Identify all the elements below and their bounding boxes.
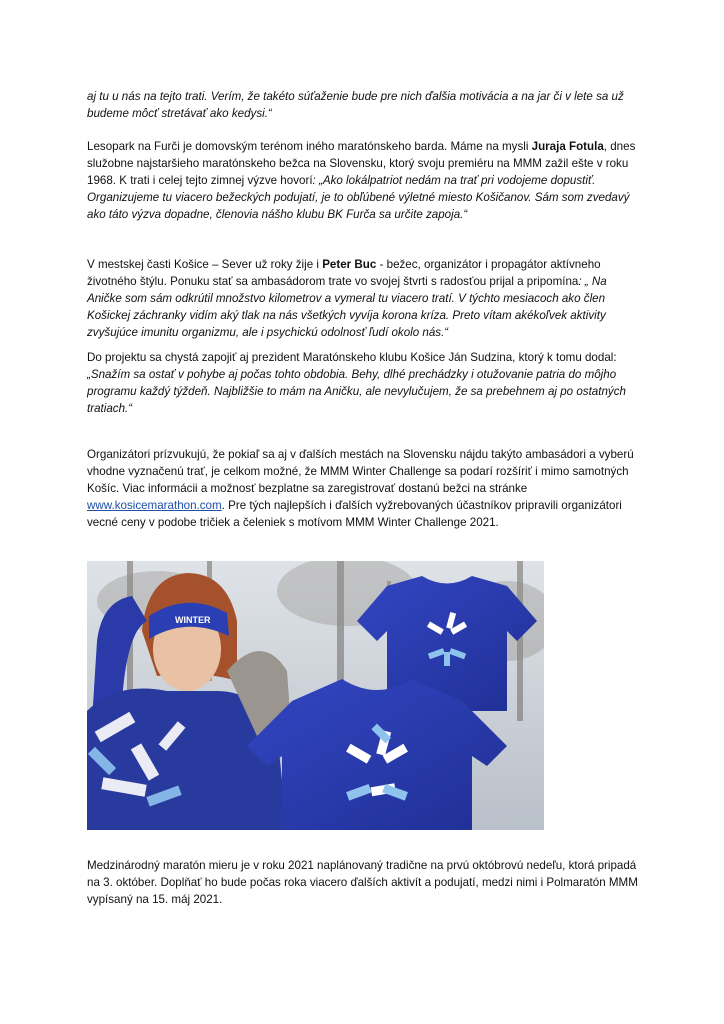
paragraph-marathon-date [87, 857, 639, 908]
person-name: Juraja Fotula [531, 140, 604, 153]
headband-text: WINTER [175, 615, 211, 625]
website-link[interactable]: www.kosicemarathon.com [87, 499, 222, 512]
paragraph-juraj-fotula [87, 138, 639, 223]
paragraph-text: Do projektu sa chystá zapojiť aj prezident Maratónskeho klubu Košice Ján Sudzina, ktorý k tomu dodal: [87, 351, 617, 364]
paragraph-organizers [87, 446, 639, 531]
paragraph-text: Organizátori prízvukujú, že pokiaľ sa aj v ďalších mestách na Slovensku nájdu takýto ambasádori a vyberú vhodne vyznačenú trať, je celkom možné, že MMM Winter Challenge sa podarí rozšíriť i mimo samotných Košíc. Viac informácii a možnosť bezplatne sa zaregistrovať dostanú bežci na stránke [87, 448, 634, 495]
person-name: Peter Buc [322, 258, 377, 271]
promo-photo [87, 561, 544, 830]
paragraph-text: V mestskej časti Košice – Sever už roky žije i [87, 258, 323, 271]
quote-text: : „Ako lokálpatriot nedám na trať pri vodojeme dopustiť. Organizujeme tu viacero bežeckých podujatí, je to obľúbené výletné miesto Košičanov. Sám som zvedavý ako táto výzva dopadne, členovia nášho klubu BK Furča sa určite zapoja.“ [87, 174, 630, 221]
quote-text: aj tu u nás na tejto trati. Verím, že takéto súťaženie bude pre nich ďalšia motivácia a na jar či v lete sa už budeme môcť stretávať ako kedysi.“ [87, 90, 624, 120]
paragraph-jan-sudzina [87, 349, 639, 417]
paragraph-quote-continuation [87, 88, 639, 122]
paragraph-text: . Pre tých najlepších i ďalších vyžrebovaných účastníkov pripravili organizátori vecné ceny v podobe tričiek a čeleniek s motívom MMM Winter Challenge 2021. [87, 499, 622, 529]
paragraph-text: , dnes služobne najstaršieho maratónskeho bežca na Slovensku, ktorý svoju premiéru na MMM zažil ešte v roku 1968. K trati i celej tejto zimnej výzve hovorí [87, 140, 636, 187]
paragraph-peter-buc [87, 256, 639, 341]
quote-text: : „ Na Aničke som sám odkrútil množstvo kilometrov a vymeral tu viacero tratí. V týchto mesiacoch ako člen Košickej záchranky vidím aký tlak na nás všetkých vyvíja korona kríza. Preto vítam akékoľvek aktivity zvyšujúce imunitu organizmu, ale i psychickú odolnosť ľudí okolo nás.“ [87, 275, 607, 339]
paragraph-text: Lesopark na Furči je domovským terénom iného maratónskeho barda. Máme na mysli [87, 140, 532, 153]
quote-text: „Snažím sa ostať v pohybe aj počas tohto obdobia. Behy, dlhé prechádzky i otužovanie patria do môjho programu každý týždeň. Najbližšie to mám na Aničku, ale nevylučujem, že sa prebehnem aj po ostatných tratiach.“ [87, 368, 626, 415]
paragraph-text: Medzinárodný maratón mieru je v roku 2021 naplánovaný tradične na prvú októbrovú nedeľu, ktorá pripadá na 3. október. Doplňať ho bude počas roka viacero ďalších aktivít a podujatí, medzi nimi i Polmaratón MMM vypísaný na 15. máj 2021. [87, 859, 638, 906]
paragraph-text: - bežec, organizátor i propagátor aktívneho životného štýlu. Ponuku stať sa ambasádorom trate vo svojej štvrti s radosťou prijal a pripomína [87, 258, 601, 288]
